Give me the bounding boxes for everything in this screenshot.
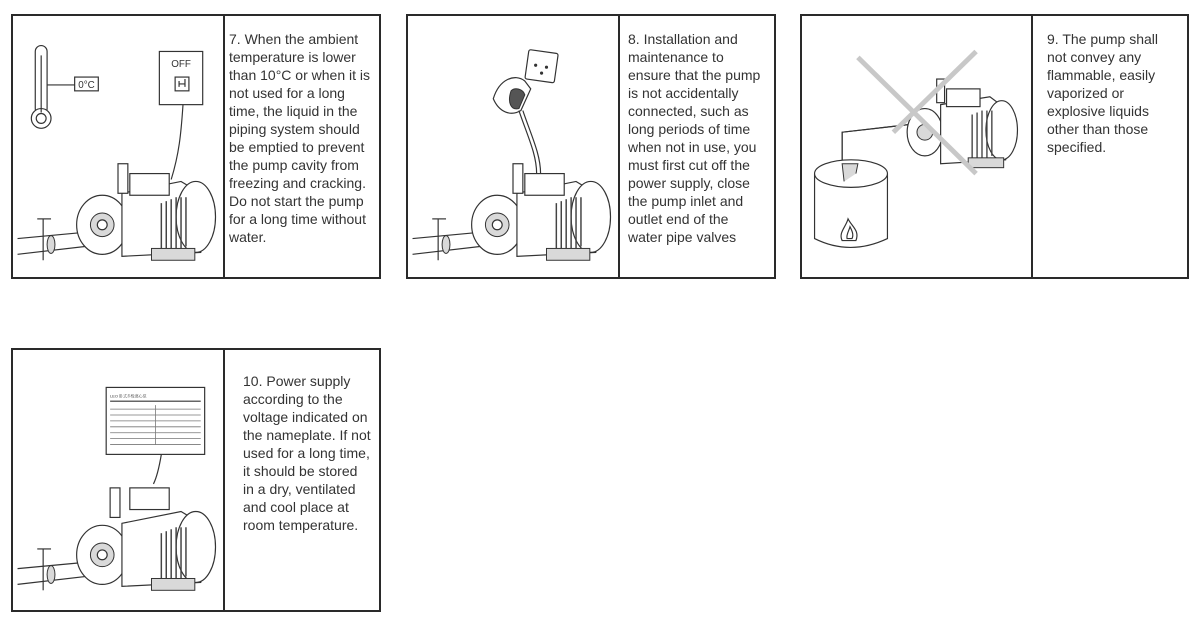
pump-icon [18, 488, 216, 590]
pump-illustration-freeze [13, 16, 225, 277]
instruction-panel-9 [800, 14, 1189, 279]
instruction-panel-10 [11, 348, 381, 612]
instruction-text-8: 8. Installation and maintenance to ensure that the pump is not accidentally connected, such as long periods of time when not in use, you must first cut off the power supply, close the pump inlet and outlet end of the water pipe valves [628, 31, 761, 245]
pump-illustration-flammable [802, 16, 1033, 277]
instruction-text-7: 7. When the ambient temperature is lower than 10°C or when it is not used for a long time, the liquid in the piping system should be emptied to prevent the pump cavity from freezing and cracking. Do not start the pump for a long time without water. [229, 31, 371, 245]
pump-illustration-unplug [408, 16, 620, 277]
instruction-text-9: 9. The pump shall not convey any flammable, easily vaporized or explosive liquids other than those specified. [1047, 31, 1159, 155]
thermometer-label: 0°C [78, 79, 95, 91]
pump-icon [413, 164, 611, 261]
instruction-text-10: 10. Power supply according to the voltage indicated on the nameplate. If not used for a long time, it should be stored in a dry, ventilated and cool place at room temperature. [243, 373, 371, 533]
pump-illustration-nameplate [13, 350, 225, 610]
power-outlet-icon [525, 50, 558, 83]
instruction-panel-7 [11, 14, 381, 279]
instruction-panel-8 [406, 14, 776, 279]
power-switch-icon [159, 51, 202, 179]
pump-icon [18, 164, 216, 261]
hand-plug-icon [493, 78, 540, 174]
switch-label: OFF [171, 59, 191, 71]
nameplate-icon [106, 387, 204, 484]
nameplate-title: LEO 卧式多级离心泵 [110, 393, 147, 399]
